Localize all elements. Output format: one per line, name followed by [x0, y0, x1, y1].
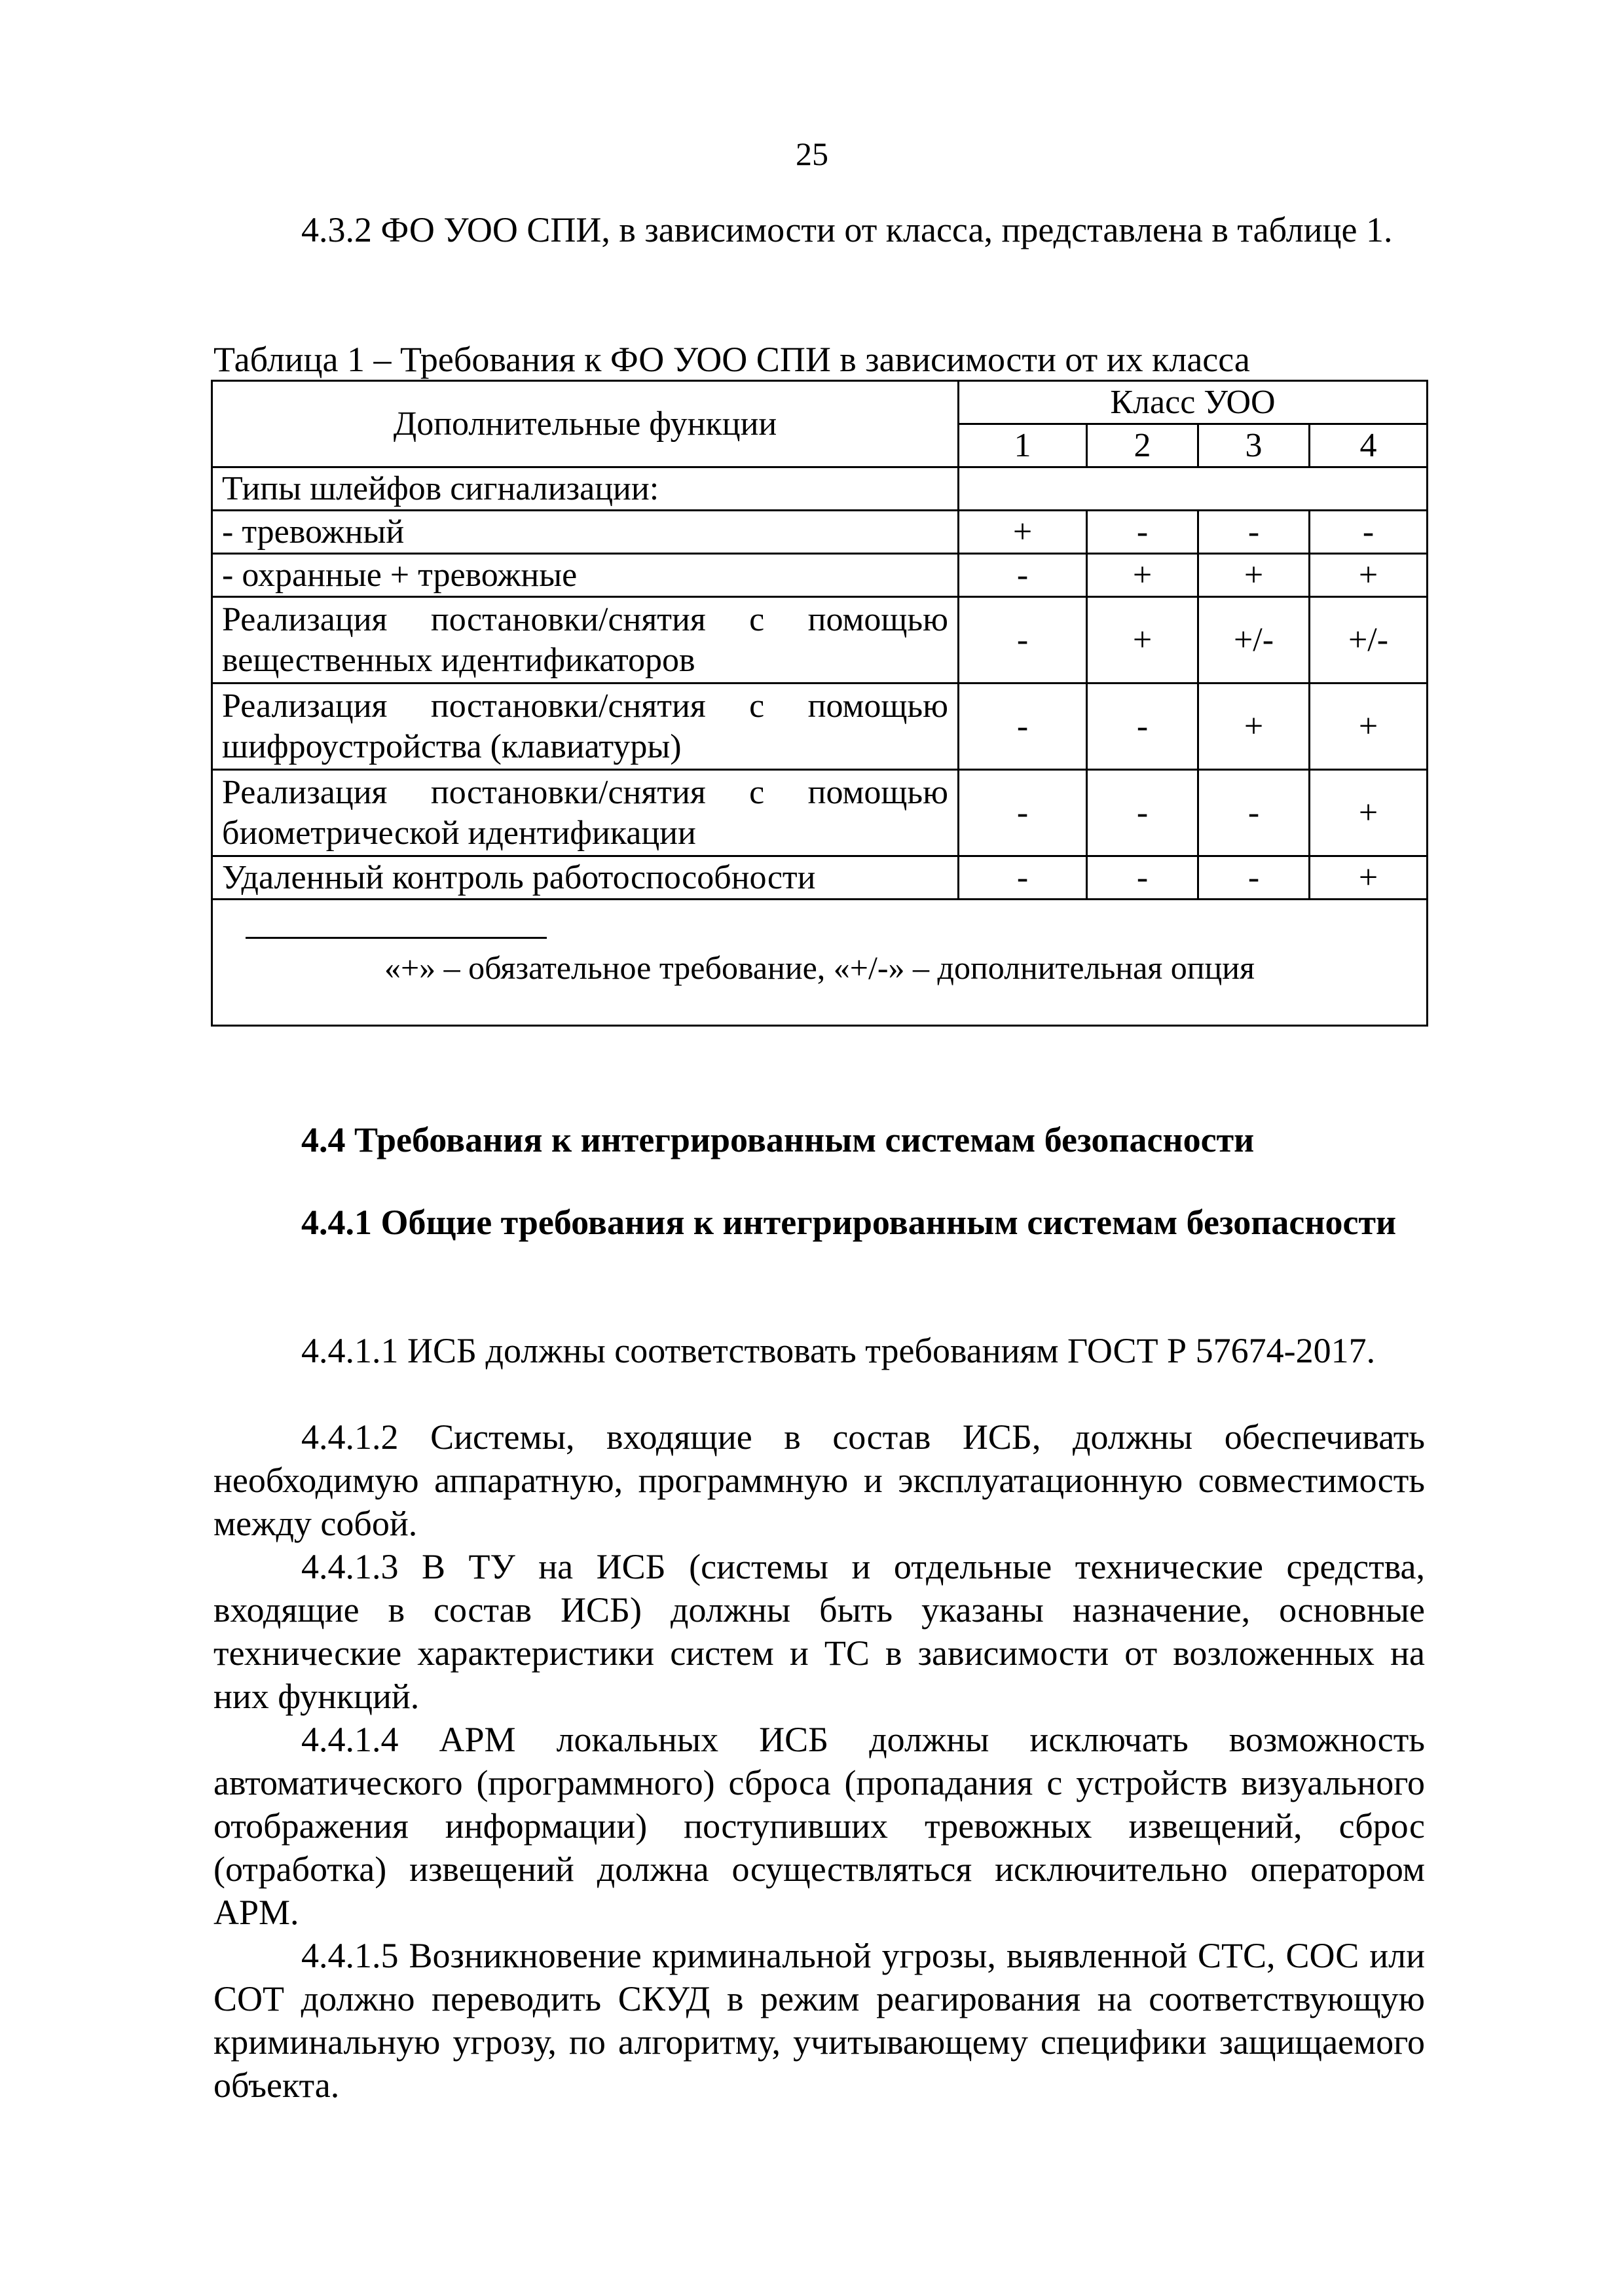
row-label-line: шифроустройства (клавиатуры) — [222, 727, 682, 765]
row-value: + — [1087, 554, 1198, 597]
row-value: - — [959, 856, 1087, 900]
row-label: - охранные + тревожные — [212, 554, 959, 597]
paragraph: 4.4.1.1 ИСБ должны соответствовать требованиям ГОСТ Р 57674-2017. — [301, 1331, 1376, 1370]
row-value: + — [1198, 554, 1310, 597]
class-number: 3 — [1198, 424, 1310, 467]
row-empty-cell — [959, 467, 1428, 511]
footnote-cell — [212, 900, 1428, 1026]
row-value: +/- — [1198, 597, 1310, 683]
row-value: +/- — [1310, 597, 1428, 683]
row-value: + — [1310, 856, 1428, 900]
class-number: 2 — [1087, 424, 1198, 467]
page-number: 25 — [796, 136, 828, 172]
row-value: - — [1087, 511, 1198, 554]
paragraph: 4.4.1.3 В ТУ на ИСБ (системы и отдельные технические средства, входящие в состав ИСБ) должны быть указаны назначение, основные технические характеристики систем и ТС в зависимости от возложенных на них функций. — [213, 1547, 1425, 1716]
row-label-line: Реализация постановки/снятия с помощью — [222, 687, 948, 725]
intro-paragraph: 4.3.2 ФО УОО СПИ, в зависимости от класса, представлена в таблице 1. — [301, 210, 1393, 249]
row-value: - — [1310, 511, 1428, 554]
table-row — [212, 511, 1428, 554]
subsection-heading: 4.4.1 Общие требования к интегрированным системам безопасности — [301, 1203, 1397, 1242]
header-functions: Дополнительные функции — [212, 381, 959, 467]
class-number: 1 — [959, 424, 1087, 467]
row-value: - — [1198, 511, 1310, 554]
row-value: - — [959, 554, 1087, 597]
row-label: - тревожный — [212, 511, 959, 554]
row-value: - — [1198, 856, 1310, 900]
table-footnote-row — [212, 900, 1428, 1026]
table-row — [212, 856, 1428, 900]
table-caption: Таблица 1 – Требования к ФО УОО СПИ в зависимости от их класса — [213, 340, 1250, 379]
requirements-table — [211, 380, 1428, 1027]
table-row — [212, 467, 1428, 511]
row-label-line: Реализация постановки/снятия с помощью — [222, 773, 948, 811]
row-label-line: вещественных идентификаторов — [222, 641, 695, 679]
row-value: - — [959, 770, 1087, 856]
row-label — [212, 770, 959, 856]
table-row — [212, 554, 1428, 597]
table-header-row — [212, 381, 1428, 424]
footnote-text: «+» – обязательное требование, «+/-» – дополнительная опция — [384, 949, 1255, 986]
table-row — [212, 683, 1428, 770]
row-value: - — [1087, 770, 1198, 856]
row-value: - — [1198, 770, 1310, 856]
table-row — [212, 597, 1428, 683]
row-label-line: биометрической идентификации — [222, 814, 696, 852]
footnote-rule — [246, 937, 547, 939]
paragraph: 4.4.1.5 Возникновение криминальной угрозы, выявленной СТС, СОС или СОТ должно переводить СКУД в режим реагирования на соответствующую криминальную угрозу, по алгоритму, учитывающему специфики защищаемого объекта. — [213, 1936, 1425, 2105]
row-value: - — [1087, 856, 1198, 900]
row-value: + — [1310, 554, 1428, 597]
row-value: - — [959, 597, 1087, 683]
row-value: + — [959, 511, 1087, 554]
header-class: Класс УОО — [959, 381, 1428, 424]
row-value: + — [1310, 683, 1428, 770]
table-row — [212, 770, 1428, 856]
paragraph: 4.4.1.4 АРМ локальных ИСБ должны исключать возможность автоматического (программного) сброса (пропадания с устройств визуального отображения информации) поступивших тревожных извещений, сброс (отработка) извещений должна осуществляться исключительно оператором АРМ. — [213, 1720, 1425, 1932]
row-value: + — [1198, 683, 1310, 770]
class-number: 4 — [1310, 424, 1428, 467]
section-heading: 4.4 Требования к интегрированным системам безопасности — [301, 1120, 1255, 1159]
row-value: - — [1087, 683, 1198, 770]
row-value: + — [1310, 770, 1428, 856]
row-label — [212, 683, 959, 770]
paragraph: 4.4.1.2 Системы, входящие в состав ИСБ, должны обеспечивать необходимую аппаратную, программную и эксплуатационную совместимость между собой. — [213, 1417, 1425, 1543]
row-label: Удаленный контроль работоспособности — [212, 856, 959, 900]
row-value: + — [1087, 597, 1198, 683]
row-label — [212, 597, 959, 683]
row-value: - — [959, 683, 1087, 770]
row-label: Типы шлейфов сигнализации: — [212, 467, 959, 511]
row-label-line: Реализация постановки/снятия с помощью — [222, 600, 948, 638]
